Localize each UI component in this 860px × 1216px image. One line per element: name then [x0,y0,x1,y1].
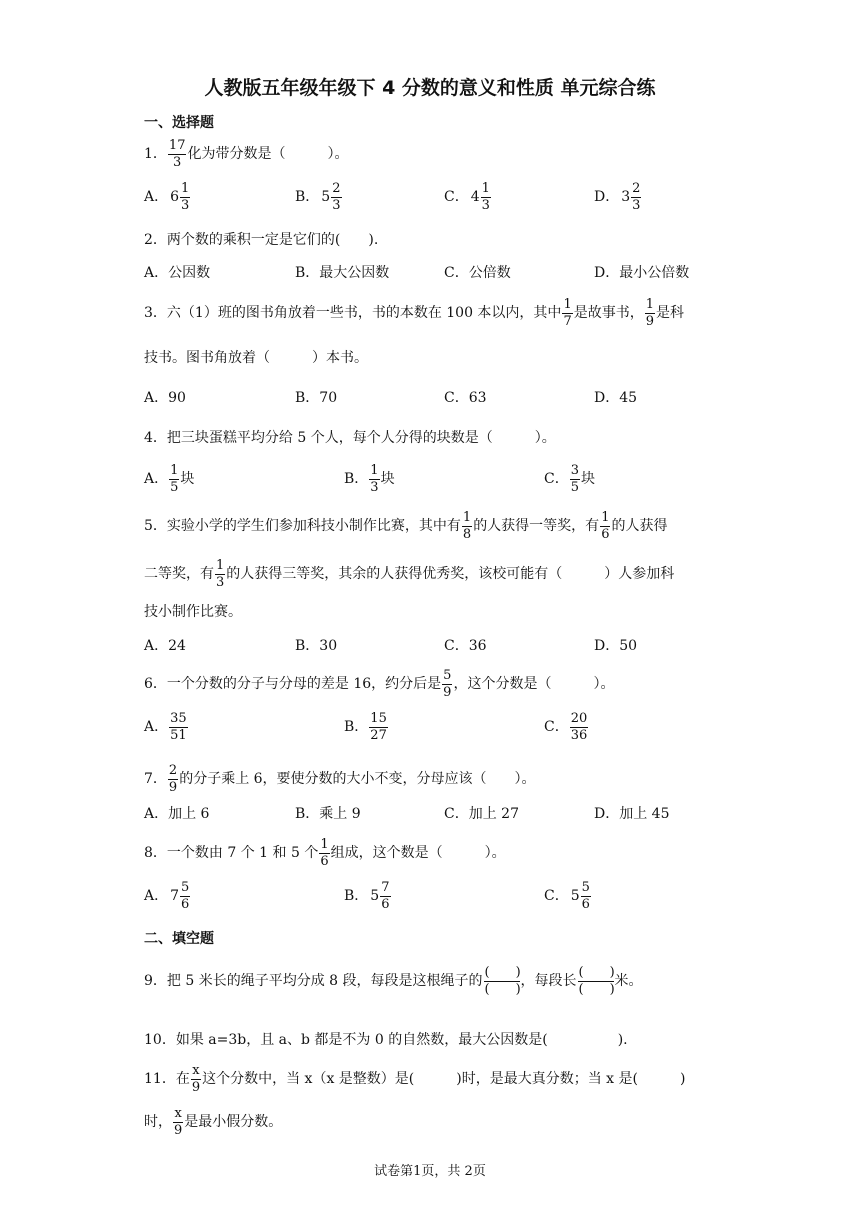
q7-option-c[interactable]: C．加上 27 [444,806,519,822]
page-title: 人教版五年级年级下 4 分数的意义和性质 单元综合练 [204,77,656,99]
q6-option-b[interactable]: B． $\frac{15}{27}$ [344,711,387,743]
question-5: 5．实验小学的学生们参加科技小制作比赛，其中有 $\frac{1}{8}$ 的人获得一等奖，有 $\frac{1}{6}$ 的人获得 [144,510,668,542]
q8-option-a[interactable]: A． 7 $\frac{5}{6}$ [144,880,190,912]
question-5-line3: 技小制作比赛。 [144,604,242,620]
q5-option-b[interactable]: B．30 [295,638,338,654]
q1-option-d[interactable]: D． 3 $\frac{2}{3}$ [594,181,641,213]
q7-option-b[interactable]: B．乘上 9 [295,806,361,822]
q3-option-c[interactable]: C．63 [444,390,487,406]
answer-blank-fraction[interactable]: $\frac{( )}{( )}$ [578,965,615,997]
question-3-line2: 技书。图书角放着（ ）本书。 [144,350,368,366]
q2-option-d[interactable]: D．最小公倍数 [594,265,690,281]
page-footer: 试卷第1页，共 2页 [374,1164,486,1179]
fraction: $\frac{17}{3}$ [168,138,186,170]
question-7: 7． $\frac{2}{9}$ 的分子乘上 6，要使分数的大小不变，分母应该（ ）。 [144,763,536,795]
section-fill-heading: 二、填空题 [144,931,214,947]
question-8: 8．一个数由 7 个 1 和 5 个 $\frac{1}{6}$ 组成，这个数是（ ）。 [144,837,506,869]
q4-option-b[interactable]: B． $\frac{1}{3}$ 块 [344,463,395,495]
question-5-line2: 二等奖，有 $\frac{1}{3}$ 的人获得三等奖，其余的人获得优秀奖，该校可能有（ ）人参加科 [144,558,675,590]
q1-option-c[interactable]: C． 4 $\frac{1}{3}$ [444,181,490,213]
question-6: 6．一个分数的分子与分母的差是 16，约分后是 $\frac{5}{9}$ ，这个分数是（ ）。 [144,668,615,700]
section-choice-heading: 一、选择题 [144,115,214,131]
q5-option-a[interactable]: A．24 [144,638,186,654]
question-11: 11．在 $\frac{x}{9}$ 这个分数中，当 x（x 是整数）是( )时，是最大真分数；当 x 是( ) [144,1063,686,1095]
question-9: 9．把 5 米长的绳子平均分成 8 段，每段是这根绳子的 $\frac{( )}{( )}$ ，每段长 $\frac{( )}{( )}$ 米。 [144,965,643,997]
question-3: 3．六（1）班的图书角放着一些书，书的本数在 100 本以内，其中 $\frac{1}{7}$ 是故事书， $\frac{1}{9}$ 是科 [144,297,684,329]
q2-option-a[interactable]: A．公因数 [144,265,211,281]
question-10: 10．如果 a=3b，且 a、b 都是不为 0 的自然数，最大公因数是( ). [144,1032,628,1048]
q4-option-a[interactable]: A． $\frac{1}{5}$ 块 [144,463,195,495]
answer-blank-fraction[interactable]: $\frac{( )}{( )}$ [484,965,521,997]
q7-option-d[interactable]: D．加上 45 [594,806,670,822]
q3-option-d[interactable]: D．45 [594,390,638,406]
q5-option-d[interactable]: D．50 [594,638,638,654]
q8-option-b[interactable]: B． 5 $\frac{7}{6}$ [344,880,390,912]
q7-option-a[interactable]: A．加上 6 [144,806,210,822]
q5-option-c[interactable]: C．36 [444,638,487,654]
q1-option-b[interactable]: B． 5 $\frac{2}{3}$ [295,181,341,213]
question-1: 1． $\frac{17}{3}$ 化为带分数是（ ）。 [144,138,349,170]
question-2: 2．两个数的乘积一定是它们的( ). [144,232,379,248]
q6-option-a[interactable]: A． $\frac{35}{51}$ [144,711,187,743]
q3-option-a[interactable]: A．90 [144,390,186,406]
question-11-line2: 时， $\frac{x}{9}$ 是最小假分数。 [144,1106,283,1138]
q2-option-b[interactable]: B．最大公因数 [295,265,390,281]
q1-option-a[interactable]: A． 6 $\frac{1}{3}$ [144,181,190,213]
q3-option-b[interactable]: B．70 [295,390,338,406]
q4-option-c[interactable]: C． $\frac{3}{5}$ 块 [544,463,595,495]
q2-option-c[interactable]: C．公倍数 [444,265,511,281]
q8-option-c[interactable]: C． 5 $\frac{5}{6}$ [544,880,590,912]
q6-option-c[interactable]: C． $\frac{20}{36}$ [544,711,588,743]
question-4: 4．把三块蛋糕平均分给 5 个人，每个人分得的块数是（ ）。 [144,430,556,446]
